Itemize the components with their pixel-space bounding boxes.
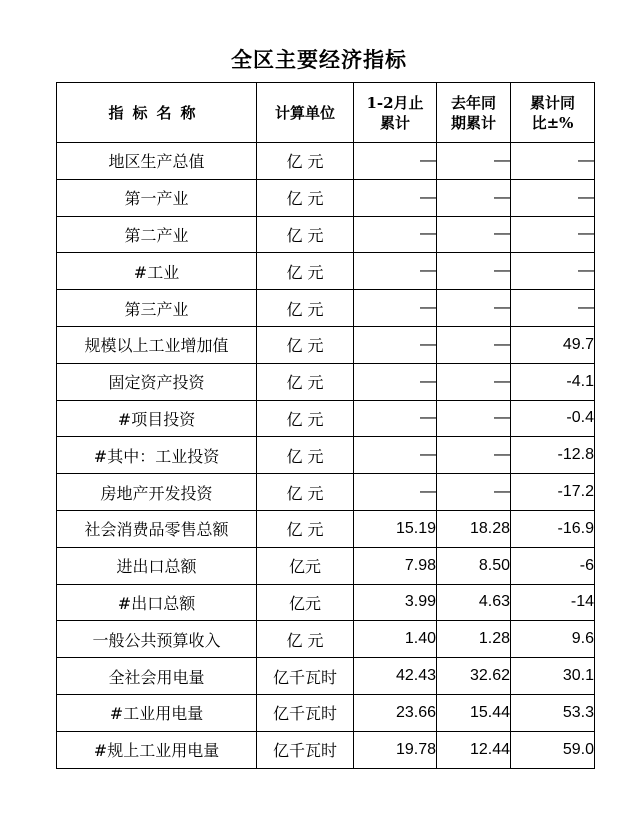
change-value: -4.1 [511, 363, 595, 400]
current-value: 7.98 [354, 547, 437, 584]
indicator-unit: 亿 元 [257, 621, 354, 658]
change-value: 49.7 [511, 326, 595, 363]
indicator-name: 规模以上工业增加值 [57, 326, 257, 363]
indicator-unit: 亿 元 [257, 326, 354, 363]
current-value: — [354, 400, 437, 437]
current-value: — [354, 437, 437, 474]
economic-indicators-table [56, 82, 595, 769]
last-year-value: — [437, 363, 511, 400]
indicator-name: 第一产业 [57, 179, 257, 216]
indicator-name: 第二产业 [57, 216, 257, 253]
indicator-unit: 亿 元 [257, 290, 354, 327]
change-value: -6 [511, 547, 595, 584]
current-value: — [354, 363, 437, 400]
indicator-name: 进出口总额 [57, 547, 257, 584]
last-year-value: — [437, 474, 511, 511]
table-row [57, 510, 595, 547]
change-value: — [511, 216, 595, 253]
table-row [57, 584, 595, 621]
header-change-line1: 累计同 [529, 93, 575, 112]
current-value: 1.40 [354, 621, 437, 658]
last-year-value: — [437, 179, 511, 216]
indicator-unit: 亿千瓦时 [257, 731, 354, 768]
change-value: 30.1 [511, 658, 595, 695]
table-row [57, 290, 595, 327]
change-value: 59.0 [511, 731, 595, 768]
header-change-line2: 比±% [531, 113, 574, 132]
indicator-name: 第三产业 [57, 290, 257, 327]
header-last-line1: 去年同 [450, 93, 496, 112]
change-value: -16.9 [511, 510, 595, 547]
change-value: -17.2 [511, 474, 595, 511]
current-value: 15.19 [354, 510, 437, 547]
table-row [57, 363, 595, 400]
current-value: — [354, 474, 437, 511]
change-value: — [511, 179, 595, 216]
change-value: -0.4 [511, 400, 595, 437]
indicator-unit: 亿 元 [257, 400, 354, 437]
current-value: — [354, 290, 437, 327]
indicator-name: 社会消费品零售总额 [57, 510, 257, 547]
table-row [57, 326, 595, 363]
last-year-value: — [437, 253, 511, 290]
current-value: — [354, 253, 437, 290]
indicator-name: #项目投资 [57, 400, 257, 437]
indicator-unit: 亿元 [257, 547, 354, 584]
indicator-name: #工业用电量 [57, 694, 257, 731]
indicator-name: #其中：工业投资 [57, 437, 257, 474]
indicator-name: 全社会用电量 [57, 658, 257, 695]
indicator-unit: 亿千瓦时 [257, 694, 354, 731]
indicator-name: #出口总额 [57, 584, 257, 621]
header-last-year-cumulative [437, 83, 511, 143]
table-row [57, 694, 595, 731]
indicator-unit: 亿 元 [257, 216, 354, 253]
change-value: — [511, 253, 595, 290]
table-row [57, 216, 595, 253]
table-row [57, 437, 595, 474]
table-row [57, 547, 595, 584]
header-yoy-change [511, 83, 595, 143]
change-value: — [511, 143, 595, 180]
indicator-unit: 亿 元 [257, 510, 354, 547]
indicator-unit: 亿 元 [257, 253, 354, 290]
current-value: 42.43 [354, 658, 437, 695]
indicator-name: 固定资产投资 [57, 363, 257, 400]
indicator-unit: 亿 元 [257, 474, 354, 511]
last-year-value: — [437, 400, 511, 437]
current-value: — [354, 143, 437, 180]
last-year-value: 32.62 [437, 658, 511, 695]
table-row [57, 731, 595, 768]
last-year-value: 4.63 [437, 584, 511, 621]
table-row [57, 474, 595, 511]
header-current-line1: 1-2月止 [366, 93, 424, 112]
table-row [57, 400, 595, 437]
last-year-value: — [437, 326, 511, 363]
change-value: -12.8 [511, 437, 595, 474]
indicator-name: 地区生产总值 [57, 143, 257, 180]
change-value: -14 [511, 584, 595, 621]
last-year-value: — [437, 437, 511, 474]
last-year-value: 18.28 [437, 510, 511, 547]
header-last-line2: 期累计 [450, 113, 496, 132]
indicator-unit: 亿 元 [257, 179, 354, 216]
last-year-value: 1.28 [437, 621, 511, 658]
header-current-cumulative [354, 83, 437, 143]
current-value: 19.78 [354, 731, 437, 768]
change-value: 9.6 [511, 621, 595, 658]
last-year-value: — [437, 290, 511, 327]
indicator-name: #工业 [57, 253, 257, 290]
header-row [57, 83, 595, 143]
table-row [57, 253, 595, 290]
last-year-value: — [437, 216, 511, 253]
last-year-value: 15.44 [437, 694, 511, 731]
current-value: — [354, 179, 437, 216]
indicator-unit: 亿 元 [257, 363, 354, 400]
current-value: — [354, 216, 437, 253]
last-year-value: — [437, 143, 511, 180]
indicator-name: 一般公共预算收入 [57, 621, 257, 658]
current-value: 3.99 [354, 584, 437, 621]
header-unit: 计算单位 [257, 83, 354, 143]
indicator-unit: 亿元 [257, 584, 354, 621]
change-value: 53.3 [511, 694, 595, 731]
change-value: — [511, 290, 595, 327]
header-current-line2: 累计 [379, 113, 410, 132]
indicator-unit: 亿千瓦时 [257, 658, 354, 695]
last-year-value: 8.50 [437, 547, 511, 584]
indicator-name: #规上工业用电量 [57, 731, 257, 768]
indicator-unit: 亿 元 [257, 437, 354, 474]
current-value: — [354, 326, 437, 363]
table-row [57, 658, 595, 695]
table-row [57, 143, 595, 180]
indicator-unit: 亿 元 [257, 143, 354, 180]
page-title: 全区主要经济指标 [231, 48, 407, 72]
table-row [57, 179, 595, 216]
table-row [57, 621, 595, 658]
indicator-name: 房地产开发投资 [57, 474, 257, 511]
current-value: 23.66 [354, 694, 437, 731]
header-indicator-name: 指标名称 [57, 83, 257, 143]
last-year-value: 12.44 [437, 731, 511, 768]
